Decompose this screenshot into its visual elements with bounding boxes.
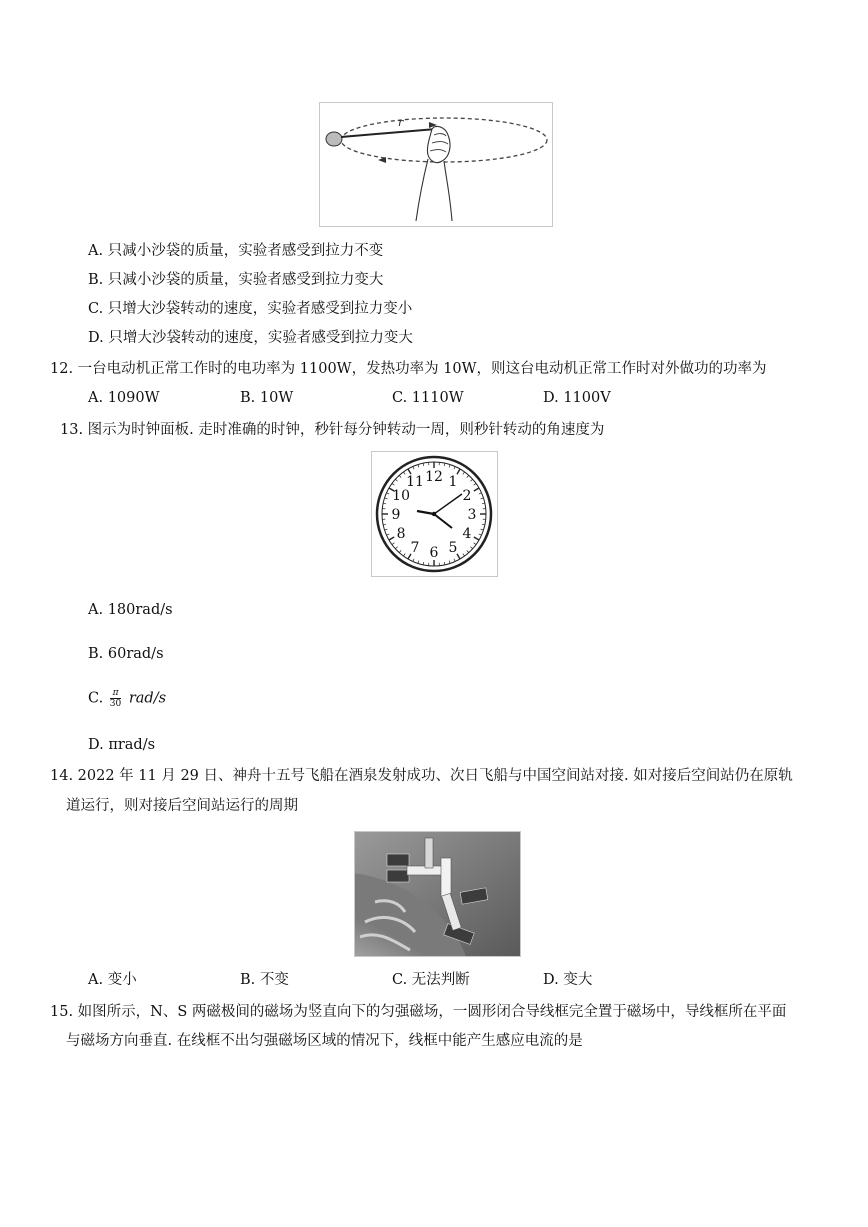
space-station-figure	[354, 831, 521, 957]
q15-stem-line2: 与磁场方向垂直. 在线框不出匀强磁场区域的情况下，线框中能产生感应电流的是	[66, 1033, 583, 1049]
q11-option-a: A. 只减小沙袋的质量，实验者感受到拉力不变	[88, 243, 384, 259]
q14-option-a: A. 变小	[88, 972, 137, 988]
clock-number: 4	[462, 526, 472, 542]
q14-option-b: B. 不变	[240, 972, 289, 988]
clock-number: 2	[462, 488, 472, 504]
clock-number: 6	[429, 545, 439, 561]
q15-stem-line1: 15. 如图所示，N、S 两磁极间的磁场为竖直向下的匀强磁场，一圆形闭合导线框完全置于磁场中，导线框所在平面	[50, 1004, 787, 1020]
clock-figure	[371, 451, 498, 577]
q13-option-a: A. 180rad/s	[88, 602, 173, 618]
q12-stem: 12. 一台电动机正常工作时的电功率为 1100W，发热功率为 10W，则这台电动机正常工作时对外做功的功率为	[50, 361, 767, 377]
clock-number: 10	[392, 488, 411, 504]
q14-option-d: D. 变大	[543, 972, 593, 988]
clock-number: 3	[467, 507, 477, 523]
q11-option-b: B. 只减小沙袋的质量，实验者感受到拉力变大	[88, 272, 384, 288]
clock-number: 12	[425, 469, 443, 485]
q13-option-c-unit: rad/s	[128, 690, 167, 707]
clock-number: 5	[448, 539, 458, 556]
clock-number: 8	[396, 526, 406, 542]
fraction-numerator: π	[110, 688, 121, 699]
q11-option-c: C. 只增大沙袋转动的速度，实验者感受到拉力变小	[88, 301, 413, 317]
q12-option-b: B. 10W	[240, 390, 294, 406]
q13-option-d: D. πrad/s	[88, 737, 156, 753]
q14-stem-line1: 14. 2022 年 11 月 29 日、神舟十五号飞船在酒泉发射成功、次日飞船与中国空间站对接. 如对接后空间站仍在原轨	[50, 768, 793, 784]
clock-svg	[372, 452, 497, 576]
q13-option-c-letter: C.	[88, 690, 104, 707]
clock-number: 11	[406, 474, 424, 491]
radius-label: r	[398, 116, 404, 129]
q13-option-c	[88, 688, 166, 712]
fraction-denominator: 30	[109, 699, 122, 709]
q12-option-c: C. 1110W	[392, 390, 464, 406]
q12-option-d: D. 1100V	[543, 390, 611, 406]
q12-option-a: A. 1090W	[88, 390, 160, 406]
q14-stem-line2: 道运行，则对接后空间站运行的周期	[66, 798, 298, 814]
clock-number: 7	[410, 539, 420, 556]
q13-option-b: B. 60rad/s	[88, 646, 164, 662]
q13-option-c-fraction	[110, 688, 121, 709]
clock-number: 1	[448, 474, 458, 491]
sandbag-figure	[319, 102, 553, 227]
q14-option-c: C. 无法判断	[392, 972, 470, 988]
q11-option-d: D. 只增大沙袋转动的速度，实验者感受到拉力变大	[88, 330, 413, 346]
q13-stem: 13. 图示为时钟面板. 走时准确的时钟，秒针每分钟转动一周，则秒针转动的角速度为	[60, 422, 605, 438]
clock-number: 9	[391, 507, 401, 523]
